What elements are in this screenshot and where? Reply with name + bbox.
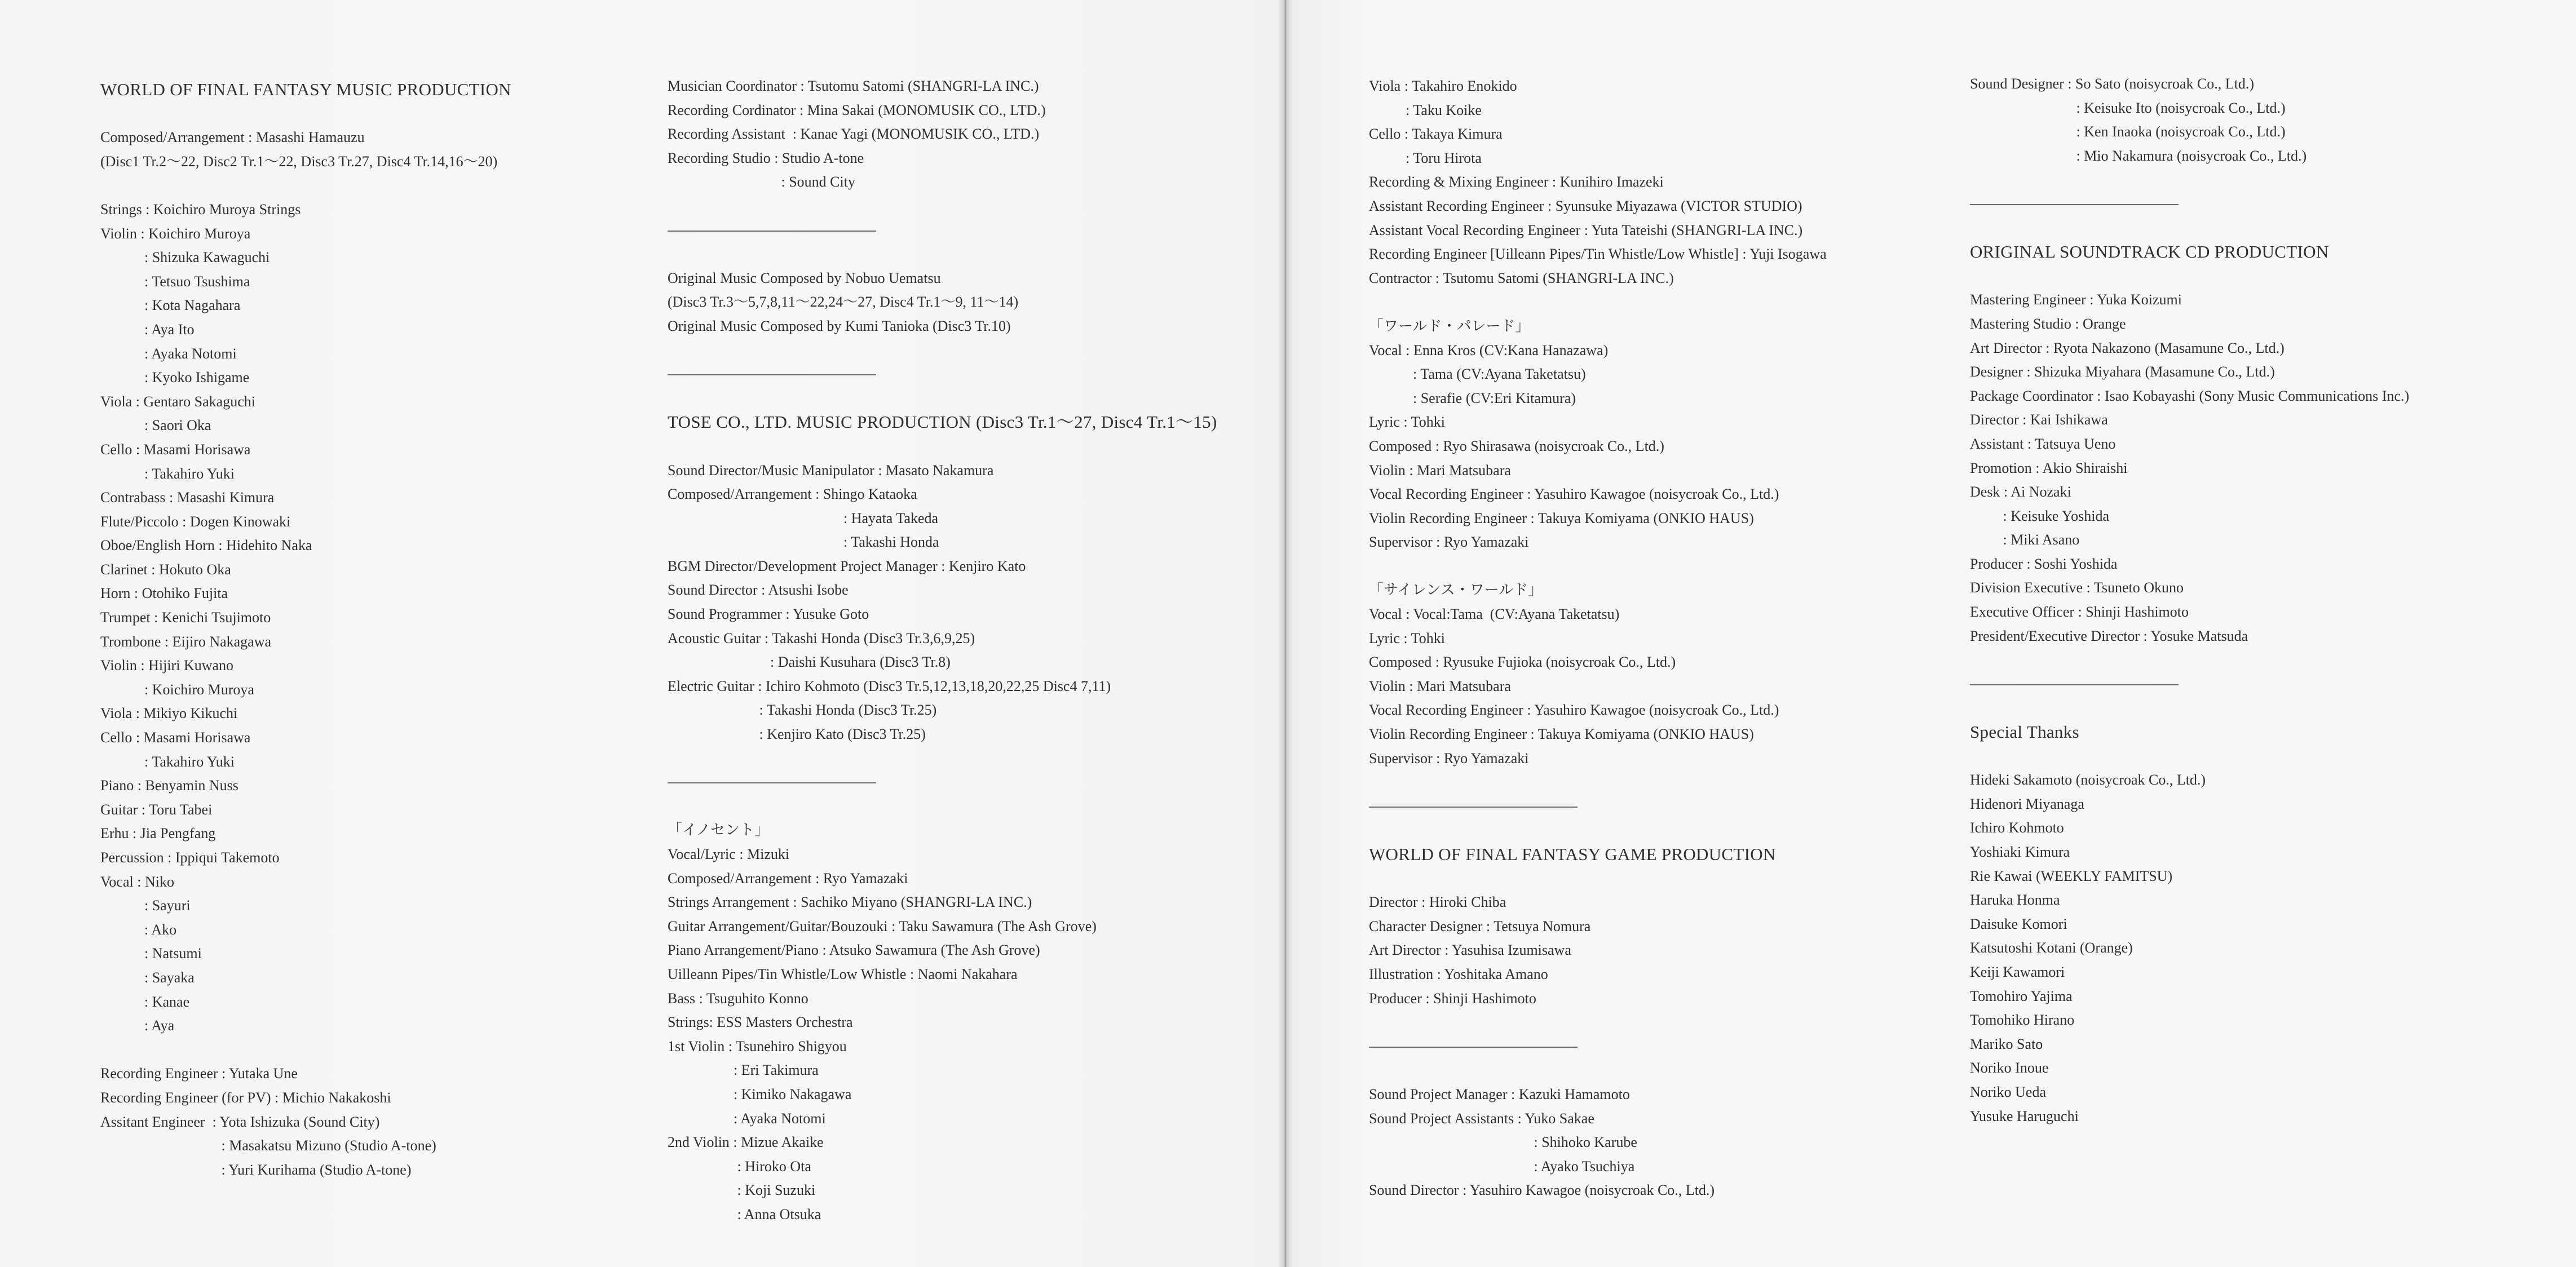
- credit-line: Sound Project Manager : Kazuki Hamamoto: [1369, 1086, 1630, 1102]
- credit-line: Percussion : Ippiqui Takemoto: [100, 849, 280, 866]
- credit-line: Strings Arrangement : Sachiko Miyano (SHANGRI-LA INC.): [668, 894, 1032, 911]
- spacer: [668, 435, 1217, 459]
- credit-line: Producer : Soshi Yoshida: [1970, 555, 2118, 572]
- credits-column-left-1: [100, 78, 511, 1182]
- credit-line: Tomohiko Hirano: [1970, 1012, 2075, 1029]
- credit-line: : Shizuka Kawaguchi: [100, 249, 270, 266]
- credit-line: Erhu : Jia Pengfang: [100, 825, 216, 842]
- credit-line: Recording Assistant : Kanae Yagi (MONOMUSIK CO., LTD.): [668, 126, 1040, 143]
- credit-line: Illustration : Yoshitaka Amano: [1369, 965, 1548, 982]
- credit-line: Haruka Honma: [1970, 892, 2060, 909]
- credit-line: Strings: ESS Masters Orchestra: [668, 1014, 853, 1031]
- credit-line: Promotion : Akio Shiraishi: [1970, 459, 2128, 476]
- credit-line: Ichiro Kohmoto: [1970, 819, 2064, 836]
- credit-line: Cello : Masami Horisawa: [100, 729, 251, 746]
- credit-line: : Takashi Honda: [668, 534, 939, 551]
- credit-line: : Kota Nagahara: [100, 297, 241, 314]
- credit-line: Noriko Inoue: [1970, 1060, 2049, 1076]
- credit-line: Desk : Ai Nozaki: [1970, 484, 2071, 500]
- credit-line: Clarinet : Hokuto Oka: [100, 561, 231, 578]
- credit-line: : Sayaka: [100, 969, 195, 986]
- credit-line: : Ayako Tsuchiya: [1369, 1158, 1635, 1175]
- credit-line: Sound Director : Atsushi Isobe: [668, 582, 849, 599]
- spacer: [1369, 555, 1827, 579]
- spacer: [1369, 770, 1827, 795]
- credit-line: Horn : Otohiko Fujita: [100, 585, 228, 602]
- credit-line: Daisuke Komori: [1970, 915, 2067, 932]
- credit-line: Lyric : Tohki: [1369, 630, 1445, 646]
- credit-line: : Ayaka Notomi: [668, 1110, 826, 1127]
- credit-line: Hidenori Miyanaga: [1970, 795, 2084, 812]
- credit-line: Director : Hiroki Chiba: [1369, 894, 1506, 911]
- credit-line: Vocal : Vocal:Tama (CV:Ayana Taketatsu): [1369, 606, 1620, 623]
- credit-line: : Toru Hirota: [1369, 149, 1482, 166]
- credit-line: : Kyoko Ishigame: [100, 369, 250, 386]
- credit-line: : Tetsuo Tsushima: [100, 273, 250, 290]
- credit-line: Package Coordinator : Isao Kobayashi (Sony Music Communications Inc.): [1970, 387, 2410, 404]
- credit-line: Guitar Arrangement/Guitar/Bouzouki : Taku Sawamura (The Ash Grove): [668, 918, 1097, 934]
- credit-line: 1st Violin : Tsunehiro Shigyou: [668, 1038, 847, 1055]
- spacer: [668, 339, 1217, 363]
- credit-line: : Ken Inaoka (noisycroak Co., Ltd.): [1970, 123, 2286, 140]
- section-heading: Special Thanks: [1970, 722, 2079, 742]
- spacer: [668, 747, 1217, 771]
- credit-line: : Mio Nakamura (noisycroak Co., Ltd.): [1970, 147, 2307, 164]
- credit-line: Composed : Ryusuke Fujioka (noisycroak Co., Ltd.): [1369, 654, 1676, 671]
- page-gutter: [1279, 0, 1292, 1267]
- credit-line: Contrabass : Masashi Kimura: [100, 489, 275, 506]
- credit-line: Violin Recording Engineer : Takuya Komiyama (ONKIO HAUS): [1369, 726, 1754, 743]
- credit-line: : Masakatsu Mizuno (Studio A-tone): [100, 1137, 436, 1154]
- credit-line: Guitar : Toru Tabei: [100, 801, 213, 818]
- credits-column-right-2: [1970, 72, 2409, 1128]
- credit-line: Sound Director/Music Manipulator : Masato Nakamura: [668, 462, 994, 479]
- credit-line: Contractor : Tsutomu Satomi (SHANGRI-LA INC.): [1369, 269, 1674, 286]
- credit-line: Lyric : Tohki: [1369, 414, 1445, 431]
- credit-line: Acoustic Guitar : Takashi Honda (Disc3 Tr.3,6,9,25): [668, 630, 975, 646]
- credit-line: Katsutoshi Kotani (Orange): [1970, 940, 2133, 956]
- credit-line: : Kimiko Nakagawa: [668, 1086, 852, 1102]
- credit-line: Violin : Mari Matsubara: [1369, 462, 1511, 479]
- credit-line: Original Music Composed by Nobuo Uematsu: [668, 269, 941, 286]
- credit-line: : Takahiro Yuki: [100, 753, 235, 770]
- spacer: [1970, 648, 2409, 672]
- credit-line: Oboe/English Horn : Hidehito Naka: [100, 537, 312, 554]
- credit-line: BGM Director/Development Project Manager : Kenjiro Kato: [668, 557, 1026, 574]
- spacer: [1970, 696, 2409, 720]
- credit-line: Recording Cordinator : Mina Sakai (MONOMUSIK CO., LTD.): [668, 101, 1046, 118]
- section-divider: [668, 219, 1217, 243]
- credit-line: Vocal/Lyric : Mizuki: [668, 846, 790, 862]
- credit-line: Trumpet : Kenichi Tsujimoto: [100, 609, 271, 626]
- credit-line: Mastering Studio : Orange: [1970, 315, 2126, 332]
- credit-line: 「ワールド・パレード」: [1369, 317, 1530, 334]
- credit-line: Violin Recording Engineer : Takuya Komiyama (ONKIO HAUS): [1369, 510, 1754, 526]
- spacer: [1369, 818, 1827, 843]
- credit-line: Recording & Mixing Engineer : Kunihiro Imazeki: [1369, 174, 1664, 191]
- spacer: [668, 194, 1217, 219]
- credit-line: Viola : Mikiyo Kikuchi: [100, 705, 238, 722]
- credit-line: : Shihoko Karube: [1369, 1134, 1637, 1151]
- credit-line: : Koichiro Muroya: [100, 681, 254, 698]
- spacer: [668, 795, 1217, 819]
- credit-line: Strings : Koichiro Muroya Strings: [100, 201, 301, 218]
- credit-line: Flute/Piccolo : Dogen Kinowaki: [100, 513, 291, 530]
- credit-line: Viola : Takahiro Enokido: [1369, 78, 1517, 94]
- credit-line: : Takashi Honda (Disc3 Tr.25): [668, 702, 937, 719]
- credit-line: : Miki Asano: [1970, 531, 2080, 548]
- credit-line: Musician Coordinator : Tsutomu Satomi (SHANGRI-LA INC.): [668, 78, 1039, 94]
- credit-line: Director : Kai Ishikawa: [1970, 411, 2108, 428]
- credit-line: : Takahiro Yuki: [100, 465, 235, 482]
- credit-line: : Hiroko Ota: [668, 1158, 811, 1175]
- credit-line: Recording Engineer (for PV) : Michio Nakakoshi: [100, 1089, 391, 1106]
- credit-line: : Eri Takimura: [668, 1062, 819, 1079]
- credit-line: Noriko Ueda: [1970, 1083, 2047, 1100]
- credit-line: : Saori Oka: [100, 417, 211, 434]
- credit-line: : Daishi Kusuhara (Disc3 Tr.8): [668, 654, 951, 671]
- section-divider: [1970, 672, 2409, 697]
- credit-line: Sound Director : Yasuhiro Kawagoe (noisycroak Co., Ltd.): [1369, 1182, 1715, 1199]
- spacer: [1970, 168, 2409, 192]
- credit-line: : Yuri Kurihama (Studio A-tone): [100, 1161, 412, 1178]
- credit-line: : Kenjiro Kato (Disc3 Tr.25): [668, 726, 926, 743]
- credit-line: Producer : Shinji Hashimoto: [1369, 990, 1536, 1007]
- credit-line: Recording Engineer : Yutaka Une: [100, 1065, 298, 1082]
- credit-line: Sound Programmer : Yusuke Goto: [668, 606, 869, 623]
- credit-line: 2nd Violin : Mizue Akaike: [668, 1134, 824, 1151]
- credit-line: Supervisor : Ryo Yamazaki: [1369, 750, 1529, 767]
- credit-line: Bass : Tsuguhito Konno: [668, 990, 808, 1007]
- credit-line: : Natsumi: [100, 945, 202, 962]
- credit-line: Art Director : Ryota Nakazono (Masamune Co., Ltd.): [1970, 339, 2285, 356]
- credit-line: Tomohiro Yajima: [1970, 987, 2073, 1004]
- credit-line: Recording Studio : Studio A-tone: [668, 149, 864, 166]
- section-divider: [1970, 192, 2409, 216]
- credit-line: Composed/Arrangement : Ryo Yamazaki: [668, 870, 908, 887]
- credit-line: Keiji Kawamori: [1970, 963, 2065, 980]
- credit-line: : Keisuke Yoshida: [1970, 507, 2110, 524]
- spacer: [1369, 290, 1827, 314]
- credit-line: Uilleann Pipes/Tin Whistle/Low Whistle : Naomi Nakahara: [668, 965, 1018, 982]
- credit-line: Violin : Koichiro Muroya: [100, 225, 251, 242]
- credit-line: Vocal Recording Engineer : Yasuhiro Kawagoe (noisycroak Co., Ltd.): [1369, 486, 1779, 503]
- credit-line: Executive Officer : Shinji Hashimoto: [1970, 604, 2189, 621]
- credit-line: Original Music Composed by Kumi Tanioka (Disc3 Tr.10): [668, 317, 1011, 334]
- credit-line: Sound Project Assistants : Yuko Sakae: [1369, 1110, 1594, 1127]
- credit-line: Vocal : Enna Kros (CV:Kana Hanazawa): [1369, 342, 1609, 358]
- credit-line: : Sayuri: [100, 897, 191, 914]
- credit-line: : Kanae: [100, 993, 190, 1010]
- credit-line: Composed/Arrangement : Masashi Hamauzu: [100, 129, 365, 146]
- section-divider: [668, 362, 1217, 387]
- credit-line: Cello : Takaya Kimura: [1369, 126, 1503, 143]
- section-heading: WORLD OF FINAL FANTASY MUSIC PRODUCTION: [100, 79, 511, 99]
- credit-line: : Taku Koike: [1369, 101, 1482, 118]
- credit-line: : Sound City: [668, 174, 855, 191]
- section-divider: [1369, 1035, 1827, 1059]
- credit-line: : Keisuke Ito (noisycroak Co., Ltd.): [1970, 99, 2286, 116]
- credit-line: (Disc3 Tr.3～5,7,8,11～22,24～27, Disc4 Tr.1～9, 11～14): [668, 294, 1019, 311]
- credit-line: Hideki Sakamoto (noisycroak Co., Ltd.): [1970, 772, 2206, 788]
- credit-line: : Ayaka Notomi: [100, 345, 237, 362]
- credit-line: Assistant Recording Engineer : Syunsuke Miyazawa (VICTOR STUDIO): [1369, 197, 1802, 214]
- credit-line: Assistant : Tatsuya Ueno: [1970, 435, 2116, 452]
- spacer: [1369, 867, 1827, 891]
- section-heading: ORIGINAL SOUNDTRACK CD PRODUCTION: [1970, 242, 2329, 262]
- credit-line: : Tama (CV:Ayana Taketatsu): [1369, 366, 1586, 383]
- credit-line: President/Executive Director : Yosuke Matsuda: [1970, 627, 2248, 644]
- credit-line: Character Designer : Tetsuya Nomura: [1369, 918, 1591, 934]
- credit-line: Yoshiaki Kimura: [1970, 844, 2070, 860]
- credit-line: Vocal Recording Engineer : Yasuhiro Kawagoe (noisycroak Co., Ltd.): [1369, 702, 1779, 719]
- spacer: [100, 1038, 511, 1062]
- credit-line: Vocal : Niko: [100, 873, 174, 890]
- credit-line: : Hayata Takeda: [668, 510, 939, 526]
- credits-column-right-1: [1369, 74, 1827, 1203]
- spacer: [668, 242, 1217, 267]
- credit-line: : Serafie (CV:Eri Kitamura): [1369, 389, 1576, 406]
- spacer: [1369, 1058, 1827, 1083]
- credit-line: : Anna Otsuka: [668, 1206, 821, 1222]
- section-divider: [1369, 795, 1827, 819]
- credit-line: Violin : Mari Matsubara: [1369, 677, 1511, 694]
- spacer: [1369, 1011, 1827, 1035]
- credit-line: Composed : Ryo Shirasawa (noisycroak Co., Ltd.): [1369, 437, 1664, 454]
- spacer: [1970, 745, 2409, 769]
- credit-line: Cello : Masami Horisawa: [100, 441, 251, 458]
- credit-line: 「サイレンス・ワールド」: [1369, 582, 1543, 599]
- credit-line: Viola : Gentaro Sakaguchi: [100, 393, 255, 410]
- credit-line: Supervisor : Ryo Yamazaki: [1369, 534, 1529, 551]
- credit-line: Mastering Engineer : Yuka Koizumi: [1970, 291, 2182, 308]
- credit-line: Piano : Benyamin Nuss: [100, 777, 238, 794]
- spacer: [1970, 216, 2409, 241]
- credit-line: Rie Kawai (WEEKLY FAMITSU): [1970, 867, 2173, 884]
- credit-line: Assitant Engineer : Yota Ishizuka (Sound City): [100, 1113, 380, 1130]
- credit-line: Assistant Vocal Recording Engineer : Yuta Tateishi (SHANGRI-LA INC.): [1369, 221, 1803, 238]
- credit-line: Yusuke Haruguchi: [1970, 1107, 2079, 1124]
- credit-line: Designer : Shizuka Miyahara (Masamune Co., Ltd.): [1970, 364, 2275, 380]
- spacer: [1970, 264, 2409, 289]
- credit-line: Violin : Hijiri Kuwano: [100, 657, 234, 674]
- credit-line: Sound Designer : So Sato (noisycroak Co., Ltd.): [1970, 76, 2255, 92]
- credit-line: Art Director : Yasuhisa Izumisawa: [1369, 942, 1571, 959]
- section-heading: TOSE CO., LTD. MUSIC PRODUCTION (Disc3 Tr.1～27, Disc4 Tr.1～15): [668, 412, 1217, 432]
- credit-line: Division Executive : Tsuneto Okuno: [1970, 579, 2184, 596]
- spacer: [668, 387, 1217, 411]
- credit-line: (Disc1 Tr.2～22, Disc2 Tr.1～22, Disc3 Tr.27, Disc4 Tr.14,16～20): [100, 153, 498, 170]
- spacer: [100, 174, 511, 198]
- credit-line: Trombone : Eijiro Nakagawa: [100, 633, 272, 650]
- credit-line: Electric Guitar : Ichiro Kohmoto (Disc3 Tr.5,12,13,18,20,22,25 Disc4 7,11): [668, 677, 1111, 694]
- spacer: [100, 102, 511, 126]
- credit-line: : Aya: [100, 1017, 175, 1034]
- credit-line: : Aya Ito: [100, 321, 195, 338]
- credit-line: 「イノセント」: [668, 822, 770, 839]
- credit-line: Recording Engineer [Uilleann Pipes/Tin Whistle/Low Whistle] : Yuji Isogawa: [1369, 246, 1827, 263]
- credit-line: Piano Arrangement/Piano : Atsuko Sawamura (The Ash Grove): [668, 942, 1040, 959]
- credit-line: : Ako: [100, 921, 177, 938]
- credit-line: : Koji Suzuki: [668, 1182, 816, 1199]
- credit-line: Composed/Arrangement : Shingo Kataoka: [668, 486, 917, 503]
- section-heading: WORLD OF FINAL FANTASY GAME PRODUCTION: [1369, 844, 1776, 864]
- credits-column-left-2: [668, 74, 1217, 1227]
- credit-line: Mariko Sato: [1970, 1035, 2043, 1052]
- section-divider: [668, 770, 1217, 795]
